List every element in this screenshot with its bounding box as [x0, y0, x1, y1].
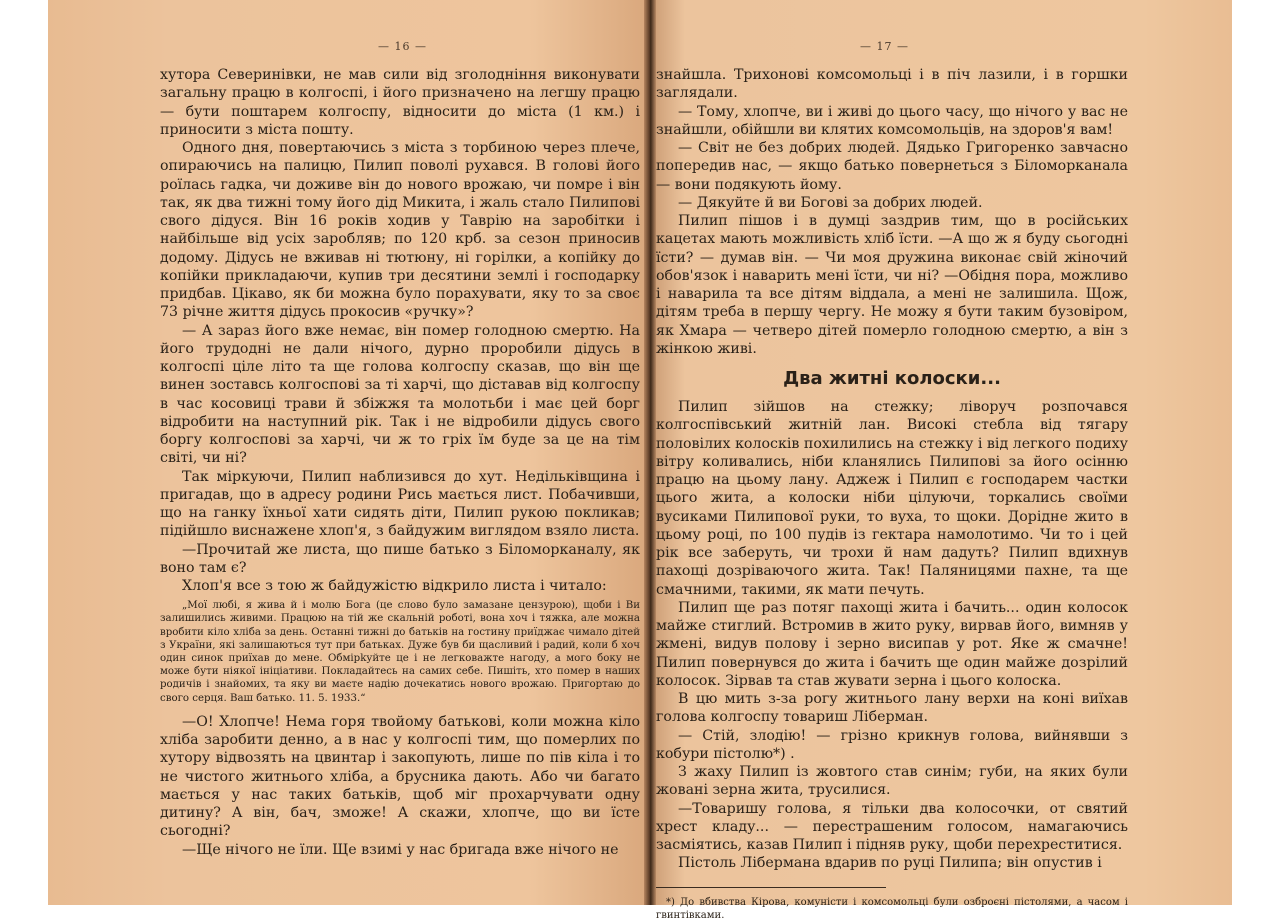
left-page — [48, 0, 650, 905]
section-heading: Два житні колоски... — [783, 368, 1001, 389]
paragraph: — Тому, хлопче, ви і живі до цього часу, що нічого у вас не знайшли, обійшли ви клятих комсомольців, на здоров'я вам! — [656, 103, 1128, 138]
book-gutter — [644, 0, 656, 905]
paragraph: — Дякуйте й ви Богові за добрих людей. — [678, 194, 983, 211]
paragraph: — Світ не без добрих людей. Дядько Григоренко завчасно попередив нас, — якщо батько повернеться з Біломорканала — вони подякують йому. — [656, 140, 1128, 193]
paragraph: хутора Северинівки, не мав сили від зголодніння виконувати загальну працю в колгоспі, і його призначено на легшу працю — бути поштарем колгоспу, відносити до міста (1 км.) і приносити з міста пошту. — [160, 67, 640, 138]
paragraph: Пилип зійшов на стежку; ліворуч розпочався колгоспівський житній лан. Високі стебла від тягару половілих колосків похилились на стежку і від легкого подиху вітру коливались, ніби кланялись Пилипові за його осінню працю на цьому лану. Аджеж і Пилип є господарем частки цього жита, а колоски ніби цілуючи, торкались своїми вусиками Пилипової руки, то вуха, то щоки. Дорідне жито в цьому році, по 100 пудів із гектара намолотимо. Чи то і цей рік все заберуть, чи трохи й нам дадуть? Пилип вдихнув пахощі дозріваючого жита. Так! Паляницями пахне, та ще смачними, такими, як мати печуть. — [656, 399, 1128, 598]
paragraph: В цю мить з-за рогу житнього лану верхи на коні виїхав голова колгоспу товариш Ліберман. — [656, 691, 1128, 726]
paragraph: — А зараз його вже немає, він помер голодною смертю. На його трудодні не дали нічого, дурно проробили дідусь в колгоспі ціле літо та ще голова колгоспу сказав, що він ще винен зоставсь колгоспові за ті харчі, що діставав від колгоспу в час косовиці трави й збіжжя та молотьби і має цей борг відробити на наступний рік. Так і не відробили дідусь свого боргу колгоспові за харчі, чи ж то гріх їм буде за це на тім світі, чи ні? — [160, 322, 640, 467]
paragraph: З жаху Пилип із жовтого став синім; губи, на яких були жовані зерна жита, трусилися. — [656, 764, 1128, 799]
paragraph: Пилип ще раз потяг пахощі жита і бачить... один колосок майже стиглий. Встромив в жито руку, вирвав його, вимняв у жмені, видув полову і зерно висипав у рот. Яке ж смачне! Пилип повернувся до жита і бачить ще один майже дозрілий колосок. Зірвав та став жувати зерна і цього колоска. — [656, 599, 1128, 689]
paragraph: —О! Хлопче! Нема горя твойому батькові, коли можна кіло хліба заробити денно, а в нас у колгоспі тим, що померлих по хутору відвозять на цвинтар і закопують, лише по пів кіла і то не чистого житнього хліба, а брусника дають. Або чи багато мається у нас таких батьків, щоб міг прохарчувати одну дитину? А він, бач, зможе! А скажи, хлопче, що ви їсте сьогодні? — [160, 713, 640, 840]
paragraph: —Ще нічого не їли. Ще взимі у нас бригада вже нічого не — [182, 841, 619, 858]
footnote: *) До вбивства Кірова, комуністи і комсомольці були озброєні пістолями, а часом і гвинтівками. — [656, 896, 1128, 921]
left-page-text — [160, 66, 640, 859]
paragraph: —Прочитай же листа, що пише батько з Біломорканалу, як воно там є? — [160, 541, 640, 576]
page-number: — 16 — — [378, 40, 427, 53]
quoted-letter: „Мої любі, я жива й і молю Бога (це слово було замазане цензурою), щоби і Ви залишились живими. Працюю на тій же скальній роботі, вона хоч і тяжка, але можна вробити кіло хліба за день. Останні тижні до батьків на гостину приїджає чимало дітей з України, які залишаються тут при батьках. Дуже був би щасливий і радий, коли б хоч один синок приїхав до мене. Обмірkуйте це і не легковажте нагоду, а мого боку не може бути ніякої ініціативи. Покладайтесь на самих себе. Пишіть, хто помер в наших родичів і знайомих, та яку ви маєте надію дочекатись нового врожаю. Пригортаю до свого серця. Ваш батько. 11. 5. 1933.“ — [160, 600, 640, 704]
paragraph: Хлоп'я все з тою ж байдужістю відкрило листа і читало: — [182, 578, 607, 594]
paragraph: Одного дня, повертаючись з міста з торбиною через плече, опираючись на палицю, Пилип поволі рухався. В голові його роїлась гадка, чи доживе він до нового врожаю, чи помре і він так, як два тижні тому його дід Микита, і жаль стало Пилипові свого дідуся. Він 16 років ходив у Таврію на заробітки і найбільше від усіх заробляв; по 120 крб. за сезон приносив додому. Дідусь не вживав ні тютюну, ні горілки, а копійку до копійки прикладаючи, купив три десятини землі і господарку придбав. Цікаво, як би можна було порахувати, яку то за своє 73 річне життя дідусь прокосив «ручку»? — [160, 140, 640, 321]
paragraph: — Стій, злодію! — грізно крикнув голова, вийнявши з кобури пістолю*) . — [656, 727, 1128, 762]
paragraph: Так міркуючи, Пилип наблизився до хут. Недільківщина і пригадав, що в адресу родини Рись мається лист. Побачивши, що на ганку їхньої хати сидять діти, Пилип рукою покликав; підійшло виснажене хлоп'я, з байдужим виглядом взяло листа. — [160, 468, 640, 540]
footnote-divider — [656, 887, 886, 888]
paragraph: Пістоль Лібермана вдарив по руці Пилипа; він опустив і — [678, 855, 1102, 872]
page-number: — 17 — — [860, 40, 909, 53]
paragraph: —Товаришу голова, я тільки два колосочки, от святий хрест кладу... — перестрашеним голосом, намагаючись засміятись, казав Пилип і підняв руку, щоби перехреститися. — [656, 800, 1128, 853]
paragraph: знайшла. Трихонові комсомольці і в піч лазили, і в горшки заглядали. — [656, 67, 1128, 102]
paragraph: Пилип пішов і в думці заздрив тим, що в російських кацетах мають можливість хліб їсти. —А що ж я буду сьогодні їсти? — думав він. — Чи моя дружина виконає свій жіночий обов'язок і наварить мені їсти, чи ні? —Обідня пора, можливо і наварила та все дітям віддала, а мені не залишила. Щож, дітям треба в першу чергу. Не можу я бути таким бузовіром, як Хмара — четверо дітей померло голодною смертю, а він з жінкою живі. — [656, 213, 1128, 357]
right-page-text — [656, 66, 1128, 922]
right-page — [650, 0, 1232, 921]
